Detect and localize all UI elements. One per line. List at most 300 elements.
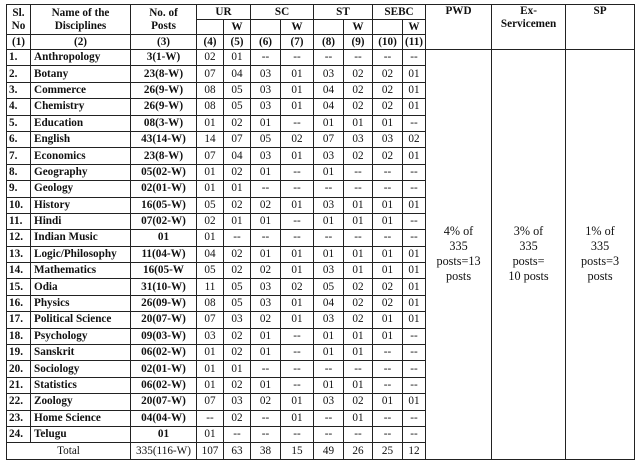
row-ur-w: 03 [224, 312, 251, 328]
row-st-w: 01 [344, 263, 373, 279]
row-sc-w: -- [281, 426, 314, 442]
row-sebc-w: -- [403, 345, 426, 361]
row-ur: -- [197, 410, 224, 426]
total-st-w: 26 [344, 443, 373, 459]
row-st: 03 [314, 312, 344, 328]
row-sebc-w: 01 [403, 312, 426, 328]
header-sl-line2: No [11, 19, 26, 32]
reservation-ex-servicemen-line: posts= [512, 254, 545, 269]
row-st-w: -- [344, 361, 373, 377]
row-sc: 02 [251, 197, 281, 213]
row-st-w: -- [344, 426, 373, 442]
row-discipline: Botany [31, 66, 131, 82]
row-sebc-w: 01 [403, 99, 426, 115]
row-discipline: History [31, 197, 131, 213]
row-st: -- [314, 410, 344, 426]
row-sebc-w: -- [403, 230, 426, 246]
row-sl-no: 24. [7, 426, 31, 442]
row-sc-w: 02 [281, 131, 314, 147]
row-st: 03 [314, 148, 344, 164]
row-st-w: 01 [344, 246, 373, 262]
row-posts: 06(02-W) [131, 345, 197, 361]
row-sebc-w: -- [403, 426, 426, 442]
row-sl-no: 18. [7, 328, 31, 344]
row-st: 01 [314, 164, 344, 180]
row-sebc: 01 [373, 246, 403, 262]
row-posts: 02(01-W) [131, 361, 197, 377]
row-posts: 3(1-W) [131, 50, 197, 66]
row-sebc-w: 01 [403, 82, 426, 98]
header-sl-line1: Sl. [12, 6, 25, 19]
header-st-w: W [344, 20, 373, 35]
row-ur-w: 05 [224, 279, 251, 295]
row-sebc: -- [373, 345, 403, 361]
header-st-blank [314, 20, 344, 35]
row-sl-no: 1. [7, 50, 31, 66]
row-sebc-w: 01 [403, 279, 426, 295]
row-sebc: -- [373, 426, 403, 442]
header-discipline [31, 5, 131, 35]
row-sebc: 01 [373, 312, 403, 328]
reservation-ex-servicemen-line: 10 posts [508, 269, 549, 284]
row-posts: 05(02-W) [131, 164, 197, 180]
row-posts: 07(02-W) [131, 213, 197, 229]
row-st: -- [314, 181, 344, 197]
row-ur: 07 [197, 312, 224, 328]
row-discipline: Economics [31, 148, 131, 164]
row-sc-w: -- [281, 164, 314, 180]
row-posts: 16(05-W) [131, 197, 197, 213]
row-discipline: Statistics [31, 377, 131, 393]
posts-reservation-table [6, 4, 635, 460]
row-st-w: 01 [344, 345, 373, 361]
header-ur-w: W [224, 20, 251, 35]
row-sc: 03 [251, 148, 281, 164]
row-sebc: 01 [373, 328, 403, 344]
row-posts: 26(9-W) [131, 82, 197, 98]
row-sl-no: 11. [7, 213, 31, 229]
row-posts: 01 [131, 426, 197, 442]
total-ur: 107 [197, 443, 224, 459]
row-ur-w: 04 [224, 148, 251, 164]
row-sc: 02 [251, 312, 281, 328]
row-st: 03 [314, 66, 344, 82]
row-sl-no: 16. [7, 295, 31, 311]
row-sebc: 02 [373, 82, 403, 98]
row-sc-w: -- [281, 328, 314, 344]
row-sc: 03 [251, 279, 281, 295]
row-st-w: 01 [344, 377, 373, 393]
row-discipline: Sanskrit [31, 345, 131, 361]
row-sebc: -- [373, 410, 403, 426]
column-number: (11) [403, 35, 426, 50]
row-sebc-w: -- [403, 213, 426, 229]
row-posts: 20(07-W) [131, 394, 197, 410]
reservation-sp [566, 50, 635, 460]
row-sc: -- [251, 181, 281, 197]
row-ur: 14 [197, 131, 224, 147]
reservation-ex-servicemen-line: 335 [519, 239, 538, 254]
header-posts [131, 5, 197, 35]
row-ur: 01 [197, 181, 224, 197]
row-sc: 02 [251, 394, 281, 410]
header-sc: SC [251, 5, 314, 20]
header-sc-w: W [281, 20, 314, 35]
row-sc-w: -- [281, 361, 314, 377]
row-sc-w: -- [281, 213, 314, 229]
header-discipline-line1: Name of the [51, 6, 110, 19]
row-discipline: Psychology [31, 328, 131, 344]
row-ur-w: 02 [224, 328, 251, 344]
row-st-w: 02 [344, 99, 373, 115]
reservation-sp-line: posts [587, 269, 613, 284]
row-st-w: 01 [344, 328, 373, 344]
row-sc-w: 01 [281, 410, 314, 426]
row-sc: 03 [251, 66, 281, 82]
row-ur-w: -- [224, 230, 251, 246]
row-ur: 01 [197, 164, 224, 180]
column-number: (3) [131, 35, 197, 50]
row-st-w: 01 [344, 197, 373, 213]
row-st-w: -- [344, 164, 373, 180]
row-posts: 06(02-W) [131, 377, 197, 393]
row-discipline: Zoology [31, 394, 131, 410]
reservation-pwd-line: 4% of [443, 224, 474, 239]
column-number: (4) [197, 35, 224, 50]
row-sl-no: 9. [7, 181, 31, 197]
total-ur-w: 63 [224, 443, 251, 459]
row-sc-w: -- [281, 115, 314, 131]
row-sebc: 02 [373, 295, 403, 311]
row-posts: 23(8-W) [131, 148, 197, 164]
row-st: 01 [314, 246, 344, 262]
row-sc-w: -- [281, 377, 314, 393]
row-sl-no: 17. [7, 312, 31, 328]
row-ur: 01 [197, 377, 224, 393]
row-sebc: -- [373, 50, 403, 66]
row-ur: 01 [197, 230, 224, 246]
row-st-w: 03 [344, 131, 373, 147]
row-ur-w: 07 [224, 131, 251, 147]
column-number: (7) [281, 35, 314, 50]
row-st: 03 [314, 197, 344, 213]
row-st: -- [314, 426, 344, 442]
row-discipline: Odia [31, 279, 131, 295]
total-sc: 38 [251, 443, 281, 459]
column-number: (8) [314, 35, 344, 50]
row-posts: 11(04-W) [131, 246, 197, 262]
row-sc-w: -- [281, 181, 314, 197]
row-st-w: 02 [344, 66, 373, 82]
row-ur-w: 02 [224, 115, 251, 131]
row-sebc-w: -- [403, 115, 426, 131]
row-posts: 43(14-W) [131, 131, 197, 147]
row-st: 03 [314, 263, 344, 279]
header-st: ST [314, 5, 373, 20]
header-posts-line2: Posts [151, 19, 176, 32]
header-ur: UR [197, 5, 251, 20]
row-st-w: 02 [344, 82, 373, 98]
column-number: (10) [373, 35, 403, 50]
row-sebc-w: 01 [403, 197, 426, 213]
row-ur-w: 01 [224, 181, 251, 197]
row-discipline: Telugu [31, 426, 131, 442]
row-sc-w: -- [281, 50, 314, 66]
row-sc: 01 [251, 164, 281, 180]
row-st: 01 [314, 328, 344, 344]
row-sl-no: 14. [7, 263, 31, 279]
row-st: 01 [314, 213, 344, 229]
row-sl-no: 6. [7, 131, 31, 147]
row-ur-w: 01 [224, 50, 251, 66]
row-ur: 01 [197, 345, 224, 361]
row-discipline: Home Science [31, 410, 131, 426]
reservation-pwd [426, 50, 492, 460]
row-st-w: 02 [344, 148, 373, 164]
row-sc: -- [251, 426, 281, 442]
row-sebc: -- [373, 164, 403, 180]
header-sp: SP [566, 5, 635, 50]
header-ex-servicemen [492, 5, 566, 50]
column-number: (2) [31, 35, 131, 50]
row-discipline: Education [31, 115, 131, 131]
row-posts: 26(09-W) [131, 295, 197, 311]
row-sc-w: 01 [281, 394, 314, 410]
header-sl-no [7, 5, 31, 35]
row-sebc: 02 [373, 66, 403, 82]
header-posts-line1: No. of [149, 6, 178, 19]
row-sebc-w: -- [403, 328, 426, 344]
row-sebc-w: -- [403, 377, 426, 393]
column-number: (1) [7, 35, 31, 50]
row-sl-no: 20. [7, 361, 31, 377]
total-posts: 335(116-W) [131, 443, 197, 459]
reservation-ex-servicemen-line: 3% of [513, 224, 544, 239]
row-sc: -- [251, 410, 281, 426]
row-sebc: 01 [373, 115, 403, 131]
row-sc: 01 [251, 345, 281, 361]
row-discipline: Political Science [31, 312, 131, 328]
row-ur: 11 [197, 279, 224, 295]
row-sl-no: 19. [7, 345, 31, 361]
row-sl-no: 13. [7, 246, 31, 262]
row-sebc: -- [373, 230, 403, 246]
row-sl-no: 15. [7, 279, 31, 295]
row-sebc: 03 [373, 131, 403, 147]
header-pwd: PWD [426, 5, 492, 50]
row-sebc-w: 01 [403, 246, 426, 262]
row-sl-no: 22. [7, 394, 31, 410]
row-st-w: 02 [344, 394, 373, 410]
row-sebc-w: 02 [403, 131, 426, 147]
row-st-w: 01 [344, 115, 373, 131]
row-ur-w: 05 [224, 295, 251, 311]
row-st-w: -- [344, 230, 373, 246]
row-sebc: 01 [373, 263, 403, 279]
row-sl-no: 2. [7, 66, 31, 82]
row-st: 04 [314, 295, 344, 311]
header-sebc-blank [373, 20, 403, 35]
row-posts: 04(04-W) [131, 410, 197, 426]
row-st: -- [314, 361, 344, 377]
row-st-w: 02 [344, 295, 373, 311]
row-ur-w: 02 [224, 377, 251, 393]
row-discipline: Logic/Philosophy [31, 246, 131, 262]
total-st: 49 [314, 443, 344, 459]
row-st: 05 [314, 279, 344, 295]
column-number: (6) [251, 35, 281, 50]
row-ur: 07 [197, 394, 224, 410]
row-ur-w: 02 [224, 246, 251, 262]
row-ur: 08 [197, 82, 224, 98]
table-row [7, 50, 635, 66]
row-sc-w: 01 [281, 99, 314, 115]
total-sc-w: 15 [281, 443, 314, 459]
row-sebc: 02 [373, 99, 403, 115]
column-number: (5) [224, 35, 251, 50]
row-ur: 04 [197, 246, 224, 262]
row-sl-no: 4. [7, 99, 31, 115]
row-st-w: -- [344, 181, 373, 197]
row-sebc: 01 [373, 197, 403, 213]
row-ur: 05 [197, 263, 224, 279]
row-st: 04 [314, 82, 344, 98]
row-ur: 01 [197, 115, 224, 131]
row-st: 07 [314, 131, 344, 147]
row-sc-w: 01 [281, 295, 314, 311]
row-ur-w: 02 [224, 164, 251, 180]
row-sc: 03 [251, 99, 281, 115]
row-sebc-w: -- [403, 361, 426, 377]
row-posts: 08(3-W) [131, 115, 197, 131]
row-sc: 02 [251, 263, 281, 279]
row-ur-w: 05 [224, 99, 251, 115]
row-ur-w: 05 [224, 82, 251, 98]
row-st: -- [314, 50, 344, 66]
row-sebc: 02 [373, 279, 403, 295]
row-sebc-w: 01 [403, 394, 426, 410]
row-discipline: Hindi [31, 213, 131, 229]
row-sc: 05 [251, 131, 281, 147]
row-st: 01 [314, 345, 344, 361]
row-ur: 05 [197, 197, 224, 213]
row-ur-w: 02 [224, 345, 251, 361]
row-sebc-w: 01 [403, 263, 426, 279]
row-sc-w: 01 [281, 82, 314, 98]
row-sc: -- [251, 230, 281, 246]
row-discipline: English [31, 131, 131, 147]
row-discipline: Geology [31, 181, 131, 197]
row-st: 01 [314, 377, 344, 393]
row-sl-no: 21. [7, 377, 31, 393]
row-sc-w: 01 [281, 246, 314, 262]
row-st-w: 01 [344, 410, 373, 426]
row-ur-w: 01 [224, 213, 251, 229]
row-st-w: 02 [344, 279, 373, 295]
row-st: 01 [314, 115, 344, 131]
reservation-ex-servicemen [492, 50, 566, 460]
row-sl-no: 8. [7, 164, 31, 180]
row-discipline: Physics [31, 295, 131, 311]
total-sebc-w: 12 [403, 443, 426, 459]
row-posts: 16(05-W [131, 263, 197, 279]
row-ur-w: 02 [224, 263, 251, 279]
row-sc: -- [251, 50, 281, 66]
row-ur: 02 [197, 50, 224, 66]
row-sl-no: 10. [7, 197, 31, 213]
row-sl-no: 7. [7, 148, 31, 164]
row-ur: 03 [197, 328, 224, 344]
row-discipline: Geography [31, 164, 131, 180]
row-discipline: Indian Music [31, 230, 131, 246]
column-number: (9) [344, 35, 373, 50]
row-discipline: Anthropology [31, 50, 131, 66]
row-sc-w: -- [281, 345, 314, 361]
row-st-w: 02 [344, 312, 373, 328]
row-sebc-w: -- [403, 50, 426, 66]
row-ur: 02 [197, 213, 224, 229]
row-sc-w: 01 [281, 197, 314, 213]
row-sc-w: 01 [281, 312, 314, 328]
row-posts: 31(10-W) [131, 279, 197, 295]
row-posts: 26(9-W) [131, 99, 197, 115]
header-discipline-line2: Disciplines [54, 19, 107, 32]
row-sc: 03 [251, 295, 281, 311]
row-ur: 01 [197, 426, 224, 442]
row-ur-w: 04 [224, 66, 251, 82]
row-sebc-w: -- [403, 181, 426, 197]
row-sebc: 01 [373, 213, 403, 229]
row-st: 04 [314, 99, 344, 115]
row-sc-w: 02 [281, 279, 314, 295]
total-label: Total [7, 443, 131, 459]
row-sc-w: -- [281, 230, 314, 246]
row-sebc: 02 [373, 148, 403, 164]
row-sebc-w: 01 [403, 295, 426, 311]
row-sebc-w: 01 [403, 66, 426, 82]
row-sl-no: 5. [7, 115, 31, 131]
reservation-sp-line: 335 [590, 239, 610, 254]
row-ur: 01 [197, 361, 224, 377]
row-discipline: Chemistry [31, 99, 131, 115]
row-posts: 01 [131, 230, 197, 246]
row-posts: 09(03-W) [131, 328, 197, 344]
row-ur-w: 02 [224, 197, 251, 213]
row-st-w: -- [344, 50, 373, 66]
row-sc: 01 [251, 328, 281, 344]
row-sc: 01 [251, 246, 281, 262]
row-discipline: Sociology [31, 361, 131, 377]
row-sl-no: 23. [7, 410, 31, 426]
row-sebc-w: -- [403, 410, 426, 426]
row-sl-no: 12. [7, 230, 31, 246]
header-ex-line2: Servicemen [500, 18, 557, 30]
row-sebc: -- [373, 181, 403, 197]
row-sebc: -- [373, 377, 403, 393]
total-sebc: 25 [373, 443, 403, 459]
row-st: -- [314, 230, 344, 246]
header-ex-line1: Ex- [520, 5, 537, 17]
row-ur-w: 01 [224, 361, 251, 377]
row-ur-w: 03 [224, 394, 251, 410]
row-sc: 01 [251, 377, 281, 393]
row-sc: 03 [251, 82, 281, 98]
reservation-pwd-line: posts [446, 269, 472, 284]
row-sc-w: 01 [281, 148, 314, 164]
row-sebc-w: 01 [403, 148, 426, 164]
row-posts: 20(07-W) [131, 312, 197, 328]
row-ur-w: -- [224, 426, 251, 442]
